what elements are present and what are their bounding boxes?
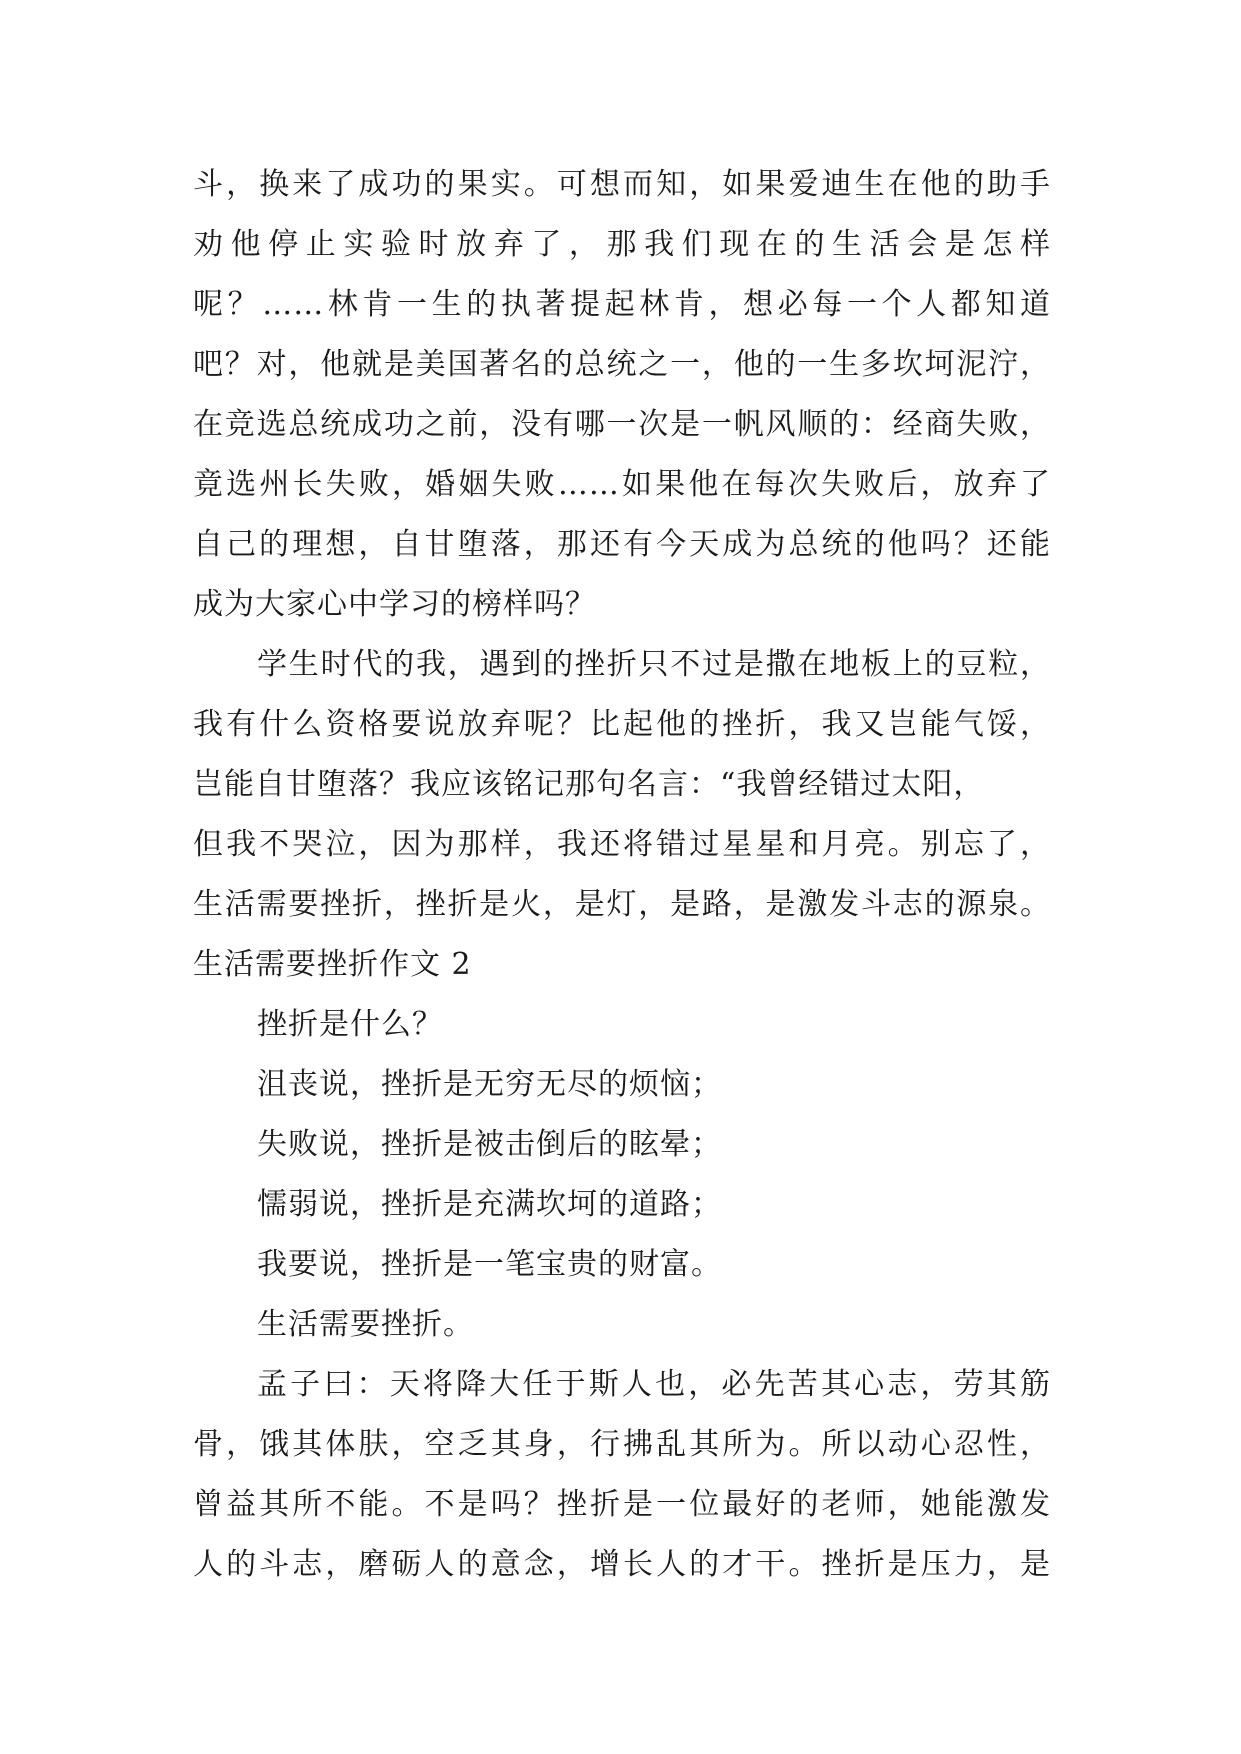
document-page xyxy=(193,155,1051,1595)
text-line: 呢？……林肯一生的执著提起林肯，想必每一个人都知道 xyxy=(193,287,1051,322)
paragraph-start-line: 学生时代的我，遇到的挫折只不过是撒在地板上的豆粒， xyxy=(257,647,1051,682)
section-heading: 生活需要挫折作文 2 xyxy=(193,947,472,982)
text-line: 斗，换来了成功的果实。可想而知，如果爱迪生在他的助手 xyxy=(193,167,1051,202)
paragraph-start-line: 生活需要挫折。 xyxy=(257,1307,474,1342)
paragraph-start-line: 孟子曰：天将降大任于斯人也，必先苦其心志，劳其筋 xyxy=(257,1367,1051,1402)
text-line: 骨，饿其体肤，空乏其身，行拂乱其所为。所以动心忍性， xyxy=(193,1427,1051,1462)
text-line: 但我不哭泣，因为那样，我还将错过星星和月亮。别忘了， xyxy=(193,827,1051,862)
text-line: 岂能自甘堕落？我应该铭记那句名言：“我曾经错过太阳， xyxy=(193,767,985,802)
text-line: 我有什么资格要说放弃呢？比起他的挫折，我又岂能气馁， xyxy=(193,707,1051,742)
paragraph-start-line: 我要说，挫折是一笔宝贵的财富。 xyxy=(257,1247,722,1282)
text-line: 竟选州长失败，婚姻失败……如果他在每次失败后，放弃了 xyxy=(193,467,1051,502)
text-line: 曾益其所不能。不是吗？挫折是一位最好的老师，她能激发 xyxy=(193,1487,1051,1522)
text-line: 吧？对，他就是美国著名的总统之一，他的一生多坎坷泥泞， xyxy=(193,347,1051,382)
text-line: 自己的理想，自甘堕落，那还有今天成为总统的他吗？还能 xyxy=(193,527,1051,562)
paragraph-start-line: 挫折是什么？ xyxy=(257,1007,443,1042)
paragraph-start-line: 沮丧说，挫折是无穷无尽的烦恼； xyxy=(257,1067,722,1102)
text-line: 生活需要挫折，挫折是火，是灯，是路，是激发斗志的源泉。 xyxy=(193,887,1051,922)
paragraph-start-line: 失败说，挫折是被击倒后的眩晕； xyxy=(257,1127,722,1162)
paragraph-start-line: 懦弱说，挫折是充满坎坷的道路； xyxy=(257,1187,722,1222)
text-line: 在竞选总统成功之前，没有哪一次是一帆风顺的：经商失败， xyxy=(193,407,1051,442)
text-line: 劝他停止实验时放弃了，那我们现在的生活会是怎样 xyxy=(193,227,1051,262)
text-line: 人的斗志，磨砺人的意念，增长人的才干。挫折是压力，是 xyxy=(193,1547,1051,1582)
text-line: 成为大家心中学习的榜样吗？ xyxy=(193,587,596,622)
